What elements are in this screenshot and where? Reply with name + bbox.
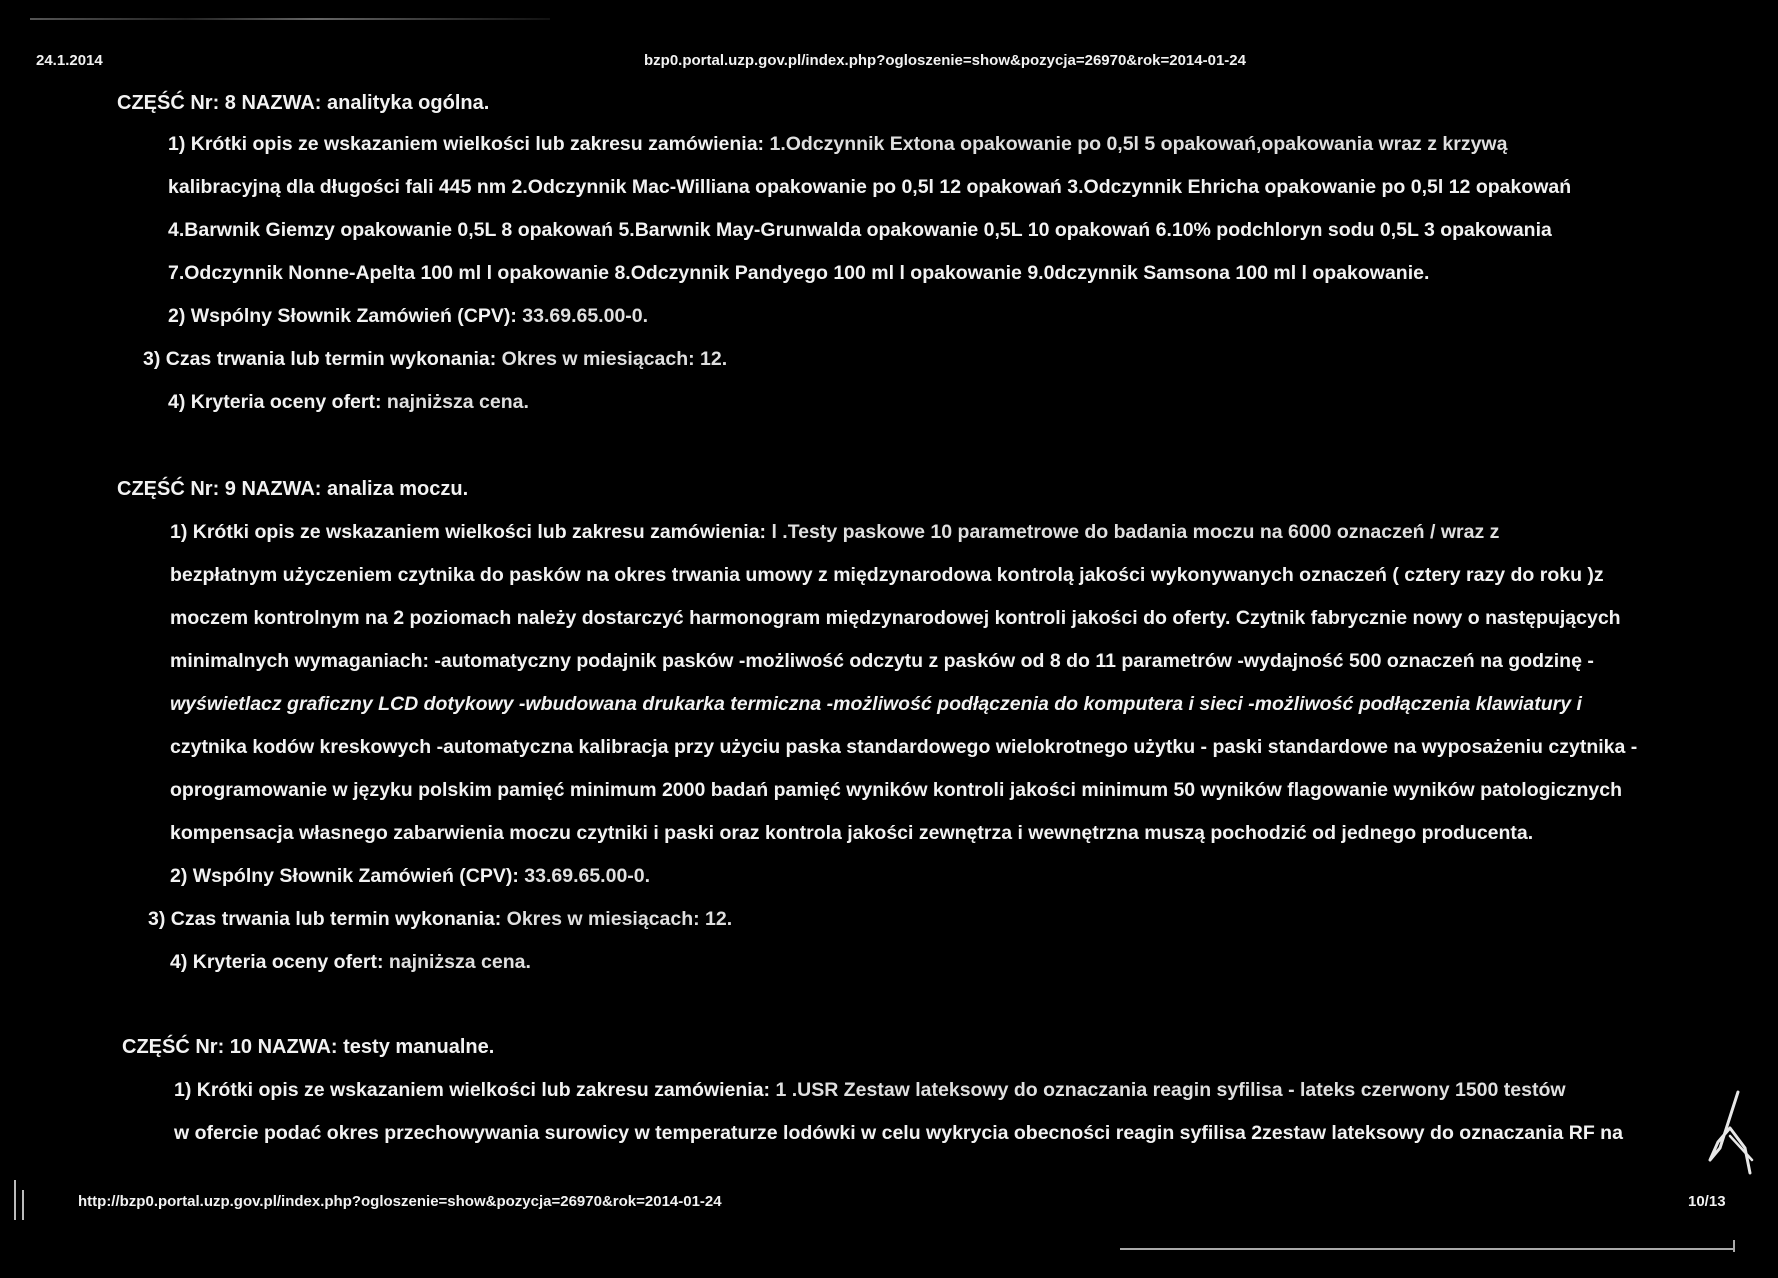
section-8-duration: [143, 348, 727, 371]
section-8-desc-line: 7.Odczynnik Nonne-Apelta 100 ml l opakowanie 8.Odczynnik Pandyego 100 ml l opakowanie 9.0dczynnik Samsona 100 ml l opakowanie.: [168, 262, 1430, 284]
criteria-label: 4) Kryteria oceny ofert:: [168, 391, 382, 413]
section-8-desc-line: kalibracyjną dla długości fali 445 nm 2.Odczynnik Mac-Williana opakowanie po 0,5l 12 opakowań 3.Odczynnik Ehricha opakowanie po 0,5l 12 opakowań: [168, 176, 1572, 198]
duration-value: Okres w miesiącach: 12.: [501, 348, 728, 370]
cpv-label: 2) Wspólny Słownik Zamówień (CPV):: [168, 305, 517, 327]
print-url: bzp0.portal.uzp.gov.pl/index.php?ogloszenie=show&pozycja=26970&rok=2014-01-24: [644, 52, 1246, 69]
section-9-desc-line: czytnika kodów kreskowych -automatyczna kalibracja przy użyciu paska standardowego wielokrotnego użytku - paski standardowe na wyposażeniu czytnika -: [170, 736, 1638, 758]
section-9-desc-line: kompensacja własnego zabarwienia moczu czytniki i paski oraz kontrola jakości zewnętrza i wewnętrzna muszą pochodzić od jednego producenta.: [170, 822, 1534, 844]
scan-artifact-rule: [1120, 1248, 1735, 1250]
duration-label: 3) Czas trwania lub termin wykonania:: [148, 908, 502, 930]
section-9-desc-line: oprogramowanie w języku polskim pamięć minimum 2000 badań pamięć wyników kontroli jakości minimum 50 wyników flagowanie wyników patologicznych: [170, 779, 1623, 801]
footer-url: http://bzp0.portal.uzp.gov.pl/index.php?ogloszenie=show&pozycja=26970&rok=2014-01-24: [78, 1193, 722, 1210]
criteria-value: najniższa cena.: [386, 391, 529, 413]
criteria-value: najniższa cena.: [388, 951, 531, 973]
scan-artifact-tick: [1733, 1240, 1735, 1252]
signature-mark: [1690, 1088, 1760, 1178]
section-8-criteria: [168, 391, 529, 414]
desc-value: 1.Odczynnik Extona opakowanie po 0,5l 5 opakowań,opakowania wraz z krzywą: [769, 133, 1508, 155]
section-title-9: CZĘŚĆ Nr: 9 NAZWA: analiza moczu.: [117, 478, 469, 500]
scan-artifact-line: [30, 18, 550, 20]
duration-label: 3) Czas trwania lub termin wykonania:: [143, 348, 497, 370]
desc-label: 1) Krótki opis ze wskazaniem wielkości lub zakresu zamówienia:: [168, 133, 765, 155]
section-8-desc-line: [168, 133, 1507, 156]
section-9-desc-line: minimalnych wymaganiach: -automatyczny podajnik pasków -możliwość odczytu z pasków od 8 do 11 parametrów -wydajność 500 oznaczeń na godzinę -: [170, 650, 1594, 672]
section-10-desc-line: [174, 1079, 1566, 1102]
section-9-desc-line: moczem kontrolnym na 2 poziomach należy dostarczyć harmonogram międzynarodowej kontroli jakości do oferty. Czytnik fabrycznie nowy o następujących: [170, 607, 1621, 629]
print-date: 24.1.2014: [36, 52, 103, 69]
desc-label: 1) Krótki opis ze wskazaniem wielkości lub zakresu zamówienia:: [170, 521, 767, 543]
section-title-8: CZĘŚĆ Nr: 8 NAZWA: analityka ogólna.: [117, 92, 490, 114]
cpv-value: 33.69.65.00-0.: [524, 865, 651, 887]
section-9-cpv: [170, 865, 650, 888]
section-9-desc-line: bezpłatnym użyczeniem czytnika do pasków na okres trwania umowy z międzynarodowa kontrolą jakości wykonywanych oznaczeń ( cztery razy do roku )z: [170, 564, 1604, 586]
section-8-cpv: [168, 305, 648, 328]
section-9-desc-line: [170, 521, 1499, 544]
section-title-10: CZĘŚĆ Nr: 10 NAZWA: testy manualne.: [122, 1036, 495, 1058]
section-9-duration: [148, 908, 732, 931]
criteria-label: 4) Kryteria oceny ofert:: [170, 951, 384, 973]
scan-edge-mark: [14, 1180, 16, 1220]
cpv-label: 2) Wspólny Słownik Zamówień (CPV):: [170, 865, 519, 887]
page-number: 10/13: [1688, 1193, 1726, 1210]
section-10-desc-line: w ofercie podać okres przechowywania surowicy w temperaturze lodówki w celu wykrycia obecności reagin syfilisa 2zestaw lateksowy do oznaczania RF na: [174, 1122, 1623, 1144]
section-9-desc-line: wyświetlacz graficzny LCD dotykowy -wbudowana drukarka termiczna -możliwość podłączenia do komputera i sieci -możliwość podłączenia klawiatury i: [170, 693, 1582, 715]
cpv-value: 33.69.65.00-0.: [522, 305, 649, 327]
desc-value: l .Testy paskowe 10 parametrowe do badania moczu na 6000 oznaczeń / wraz z: [771, 521, 1500, 543]
duration-value: Okres w miesiącach: 12.: [506, 908, 733, 930]
desc-value: 1 .USR Zestaw lateksowy do oznaczania reagin syfilisa - lateks czerwony 1500 testów: [775, 1079, 1566, 1101]
section-9-criteria: [170, 951, 531, 974]
scan-edge-mark: [22, 1190, 24, 1220]
desc-label: 1) Krótki opis ze wskazaniem wielkości lub zakresu zamówienia:: [174, 1079, 771, 1101]
section-8-desc-line: 4.Barwnik Giemzy opakowanie 0,5L 8 opakowań 5.Barwnik May-Grunwalda opakowanie 0,5L 10 opakowań 6.10% podchloryn sodu 0,5L 3 opakowania: [168, 219, 1552, 241]
